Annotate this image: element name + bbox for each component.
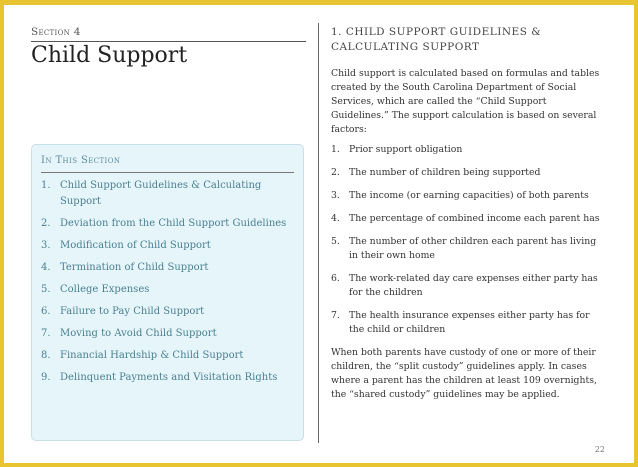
toc-item[interactable] [41,326,296,342]
toc-item-number: 5. [41,284,51,295]
factor-number: 2. [331,167,340,178]
toc-item-label: Deviation from the Child Support Guidelines [60,218,287,229]
section-label: Section 4 [31,26,81,38]
factor-number: 4. [331,213,340,224]
factor-text: The number of other children each parent has living in their own home [349,236,597,261]
page-number: 22 [594,445,605,454]
toc-heading: In This Section [41,155,121,166]
factor-number: 1. [331,144,340,155]
factor-text: The health insurance expenses either party has for the child or children [349,310,590,335]
factor-number: 6. [331,273,340,284]
factor-text: The work-related day care expenses either party has for the children [349,273,598,298]
toc-item-label: Modification of Child Support [60,240,211,251]
toc-list [41,178,296,392]
toc-item-number: 2. [41,218,51,229]
factor-list [331,143,603,337]
toc-item-number: 3. [41,240,51,251]
toc-item[interactable] [41,282,296,298]
toc-item-number: 6. [41,306,51,317]
factor-item [331,166,603,180]
toc-item[interactable] [41,370,296,386]
toc-item-number: 1. [41,180,51,191]
toc-item[interactable] [41,238,296,254]
toc-item-label: Delinquent Payments and Visitation Rights [60,372,278,383]
page-title: Child Support [31,43,188,68]
intro-paragraph: Child support is calculated based on formulas and tables created by the South Carolina Department of Social Services, which are called the “Child Support Guidelines.” The support calculation is based on several factors: [331,68,600,135]
toc-item[interactable] [41,178,296,210]
toc-item-label: Termination of Child Support [60,262,209,273]
page [4,5,634,463]
toc-heading-rule [41,172,294,173]
toc-item[interactable] [41,304,296,320]
in-this-section-box [31,144,304,441]
article-heading: 1. CHILD SUPPORT GUIDELINES & CALCULATING SUPPORT [331,26,542,53]
toc-item-number: 8. [41,350,51,361]
factor-number: 3. [331,190,340,201]
toc-item-number: 9. [41,372,51,383]
toc-item-number: 7. [41,328,51,339]
factor-item [331,272,603,300]
factor-number: 7. [331,310,340,321]
column-divider [318,23,319,443]
title-rule [31,41,306,42]
factor-item [331,143,603,157]
article-column [331,25,603,402]
factor-item [331,212,603,226]
toc-item-label: Moving to Avoid Child Support [60,328,217,339]
factor-item [331,309,603,337]
toc-item[interactable] [41,216,296,232]
factor-number: 5. [331,236,340,247]
toc-item-label: Failure to Pay Child Support [60,306,205,317]
toc-item[interactable] [41,348,296,364]
factor-item [331,189,603,203]
factor-text: The number of children being supported [349,167,541,178]
closing-paragraph: When both parents have custody of one or more of their children, the “split custody” guidelines apply. In cases where a parent has the children at least 109 overnights, the “shared custody” guidelines may be applied. [331,347,597,400]
toc-item-label: Financial Hardship & Child Support [60,350,244,361]
toc-item-number: 4. [41,262,51,273]
toc-item-label: Child Support Guidelines & Calculating Support [60,180,262,207]
factor-text: The percentage of combined income each parent has [349,213,600,224]
toc-item[interactable] [41,260,296,276]
factor-item [331,235,603,263]
toc-item-label: College Expenses [60,284,150,295]
factor-text: Prior support obligation [349,144,463,155]
factor-text: The income (or earning capacities) of both parents [349,190,589,201]
